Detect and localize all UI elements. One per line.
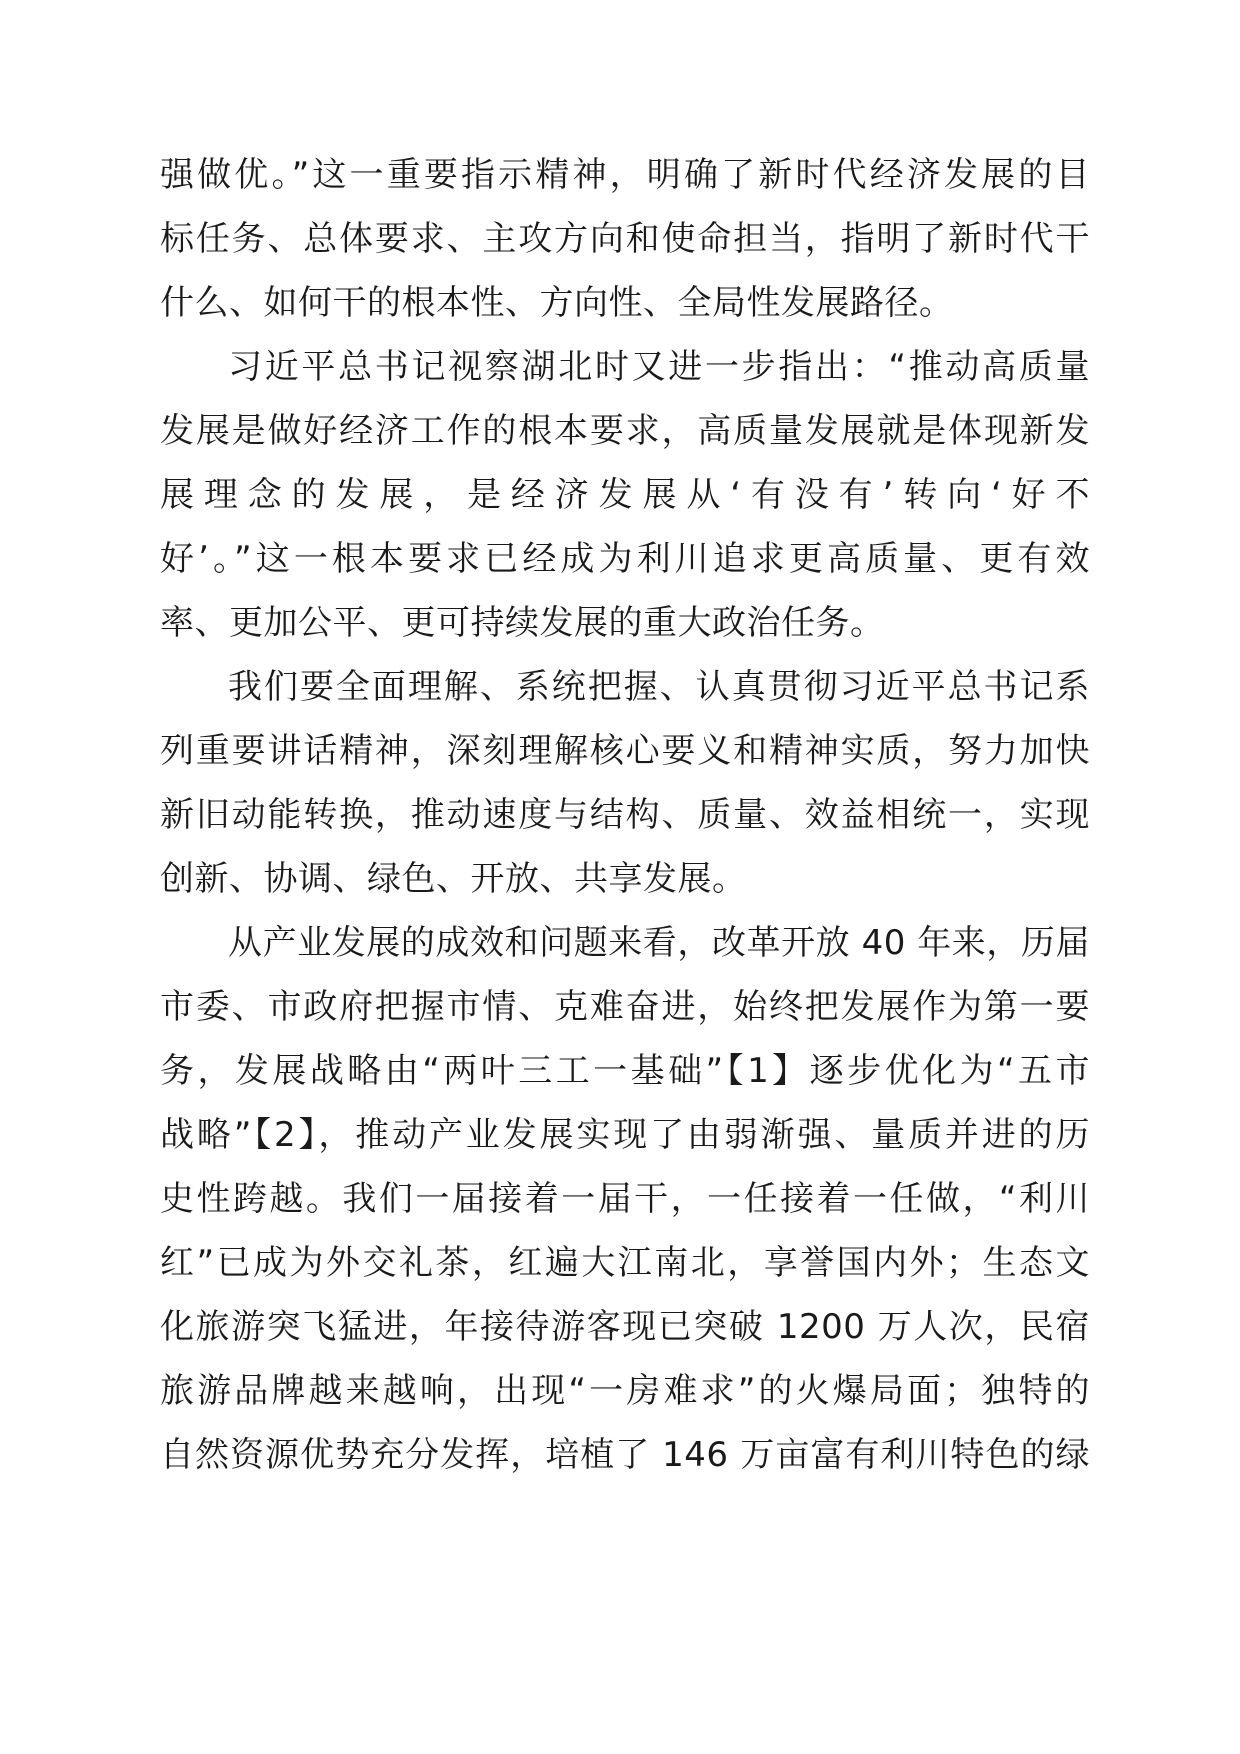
text-line: 好’。”这一根本要求已经成为利川追求更高质量、更有效 — [160, 539, 1090, 579]
text-line: 标任务、总体要求、主攻方向和使命担当，指明了新时代干 — [160, 219, 1090, 259]
text-line: 化旅游突飞猛进，年接待游客现已突破 1200 万人次，民宿 — [160, 1307, 1090, 1347]
text-line: 从产业发展的成效和问题来看，改革开放 40 年来，历届 — [228, 923, 1090, 963]
text-line: 自然资源优势充分发挥，培植了 146 万亩富有利川特色的绿 — [160, 1435, 1090, 1475]
text-line: 发展是做好经济工作的根本要求，高质量发展就是体现新发 — [160, 411, 1090, 451]
text-line: 展理念的发展，是经济发展从‘有没有’转向‘好不 — [160, 475, 1090, 515]
text-line: 市委、市政府把握市情、克难奋进，始终把发展作为第一要 — [160, 987, 1090, 1027]
text-line: 战略”【2】，推动产业发展实现了由弱渐强、量质并进的历 — [160, 1115, 1090, 1155]
text-line: 率、更加公平、更可持续发展的重大政治任务。 — [160, 603, 885, 643]
text-line: 务，发展战略由“两叶三工一基础”【1】逐步优化为“五市 — [160, 1051, 1090, 1091]
text-line: 列重要讲话精神，深刻理解核心要义和精神实质，努力加快 — [160, 731, 1090, 771]
text-line: 史性跨越。我们一届接着一届干，一任接着一任做，“利川 — [160, 1179, 1090, 1219]
text-line: 什么、如何干的根本性、方向性、全局性发展路径。 — [160, 283, 954, 323]
text-line: 我们要全面理解、系统把握、认真贯彻习近平总书记系 — [228, 667, 1090, 707]
text-line: 旅游品牌越来越响，出现“一房难求”的火爆局面；独特的 — [160, 1371, 1090, 1411]
text-line: 创新、协调、绿色、开放、共享发展。 — [160, 859, 747, 899]
text-line: 习近平总书记视察湖北时又进一步指出：“推动高质量 — [228, 347, 1090, 387]
text-line: 强做优。”这一重要指示精神，明确了新时代经济发展的目 — [160, 155, 1090, 195]
text-line: 红”已成为外交礼茶，红遍大江南北，享誉国内外；生态文 — [160, 1243, 1090, 1283]
text-line: 新旧动能转换，推动速度与结构、质量、效益相统一，实现 — [160, 795, 1090, 835]
